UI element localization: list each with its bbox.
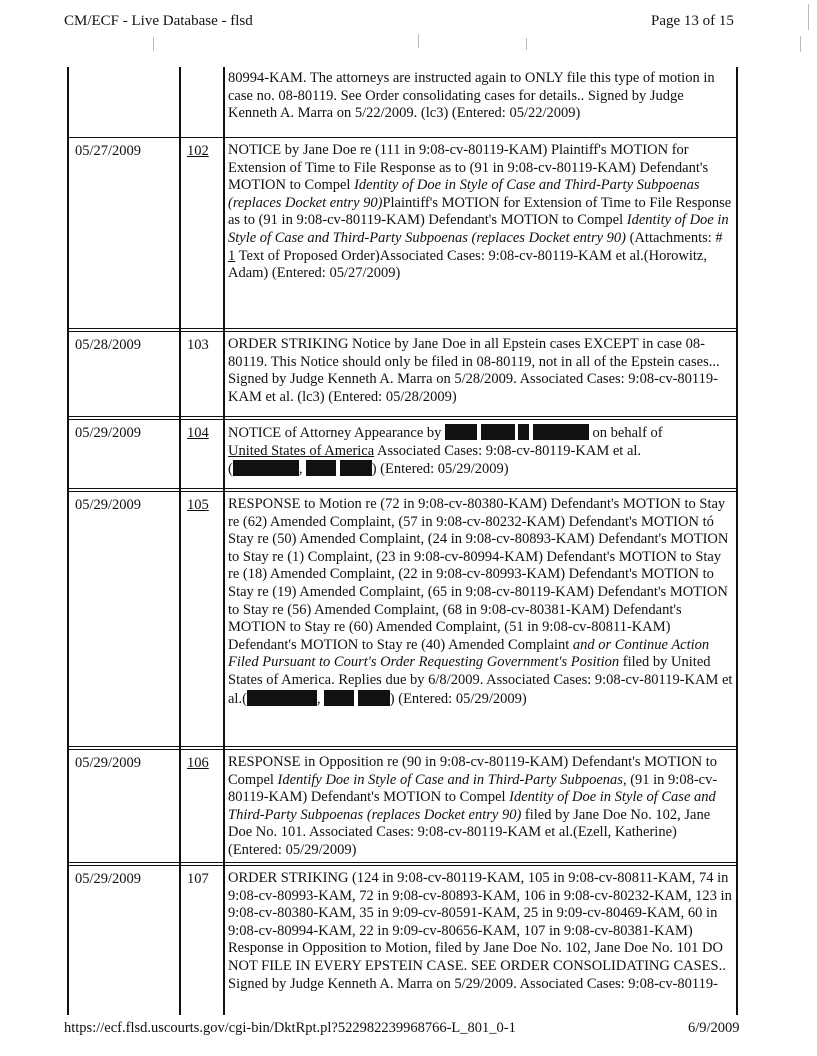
scan-artifact — [418, 34, 419, 48]
docket-text: NOTICE of Attorney Appearance by on behalf of United States of America Associated Cases: 9:08-cv-80119-KAM et al. ( , ) (Entered: 05/29/2009) — [228, 425, 663, 478]
docket-text: ORDER STRIKING (124 in 9:08-cv-80119-KAM, 105 in 9:08-cv-80811-KAM, 74 in 9:08-cv-80993-KAM, 72 in 9:08-cv-80893-KAM, 106 in 9:08-cv-80232-KAM, 123 in 9:08-cv-80380-KAM, 35 in 9:09-cv-80591-KAM, 25 in 9:09-cv-80469-KAM, 60 in 9:08-cv-80994-KAM, 22 in 9:09-cv-80656-KAM, 107 in 9:08-cv-80381-KAM) Response in Opposition to Motion, filed by Jane Doe No. 102, Jane Doe No. 101 DO NOT FILE IN EVERY EPSTEIN CASE. SEE ORDER CONSOLIDATING CASES.. Signed by Judge Kenneth A. Marra on 5/29/2009. Associated Cases: 9:08-cv-80119- — [228, 870, 732, 992]
docket-row — [67, 419, 737, 489]
docket-text: RESPONSE to Motion re (72 in 9:08-cv-80380-KAM) Defendant's MOTION to Stay re (62) Amended Complaint, (57 in 9:08-cv-80232-KAM) Defendant's MOTION tó Stay re (50) Amended Complaint, (24 in 9:08-cv-80893-KAM) Defendant's MOTION to Stay re (1) Complaint, (23 in 9:08-cv-80994-KAM) Defendant's MOTION to Stay re (18) Amended Complaint, (22 in 9:08-cv-80993-KAM) Defendant's MOTION to Stay re (19) Amended Complaint, (65 in 9:08-cv-80119-KAM) Defendant's MOTION to Stay re (56) Amended Complaint, (68 in 9:08-cv-80381-KAM) Defendant's MOTION to Stay re (60) Amended Complaint, (51 in 9:08-cv-80811-KAM) Defendant's MOTION to Stay re (40) Amended Complaint and or Continue Action Filed Pursuant to Court's Order Requesting Government's Position filed by United States of America. Replies due by 6/8/2009. Associated Cases: 9:08-cv-80119-KAM et al.( , ) (Entered: 05/29/2009) — [228, 496, 733, 707]
print-date: 6/9/2009 — [688, 1020, 740, 1036]
page-url: https://ecf.flsd.uscourts.gov/cgi-bin/DktRpt.pl?522982239968766-L_801_0-1 — [64, 1020, 516, 1036]
page-header-title: CM/ECF - Live Database - flsd — [64, 13, 253, 29]
docket-text: ORDER STRIKING Notice by Jane Doe in all Epstein cases EXCEPT in case 08-80119. This Notice should only be filed in 08-80119, not in all of the Epstein cases... Signed by Judge Kenneth A. Marra on 5/28/2009. Associated Cases: 9:08-cv-80119-KAM et al. (lc3) (Entered: 05/28/2009) — [228, 336, 720, 405]
scan-artifact — [808, 4, 809, 30]
docket-number-link[interactable]: 106 — [187, 755, 209, 771]
page-number: Page 13 of 15 — [651, 13, 734, 29]
docket-text: 80994-KAM. The attorneys are instructed again to ONLY file this type of motion in case no. 08-80119. See Order consolidating cases for details.. Signed by Judge Kenneth A. Marra on 5/22/2009. (lc3) (Entered: 05/22/2009) — [228, 70, 715, 122]
redaction — [533, 424, 589, 440]
redaction — [358, 690, 390, 706]
docket-number-link[interactable]: 102 — [187, 143, 209, 159]
redaction — [518, 424, 529, 440]
scan-artifact — [800, 36, 801, 52]
docket-date: 05/29/2009 — [75, 425, 142, 441]
redaction — [247, 690, 317, 706]
docket-row — [67, 137, 737, 329]
redaction — [481, 424, 515, 440]
docket-text: RESPONSE in Opposition re (90 in 9:08-cv-80119-KAM) Defendant's MOTION to Compel Identify Doe in Style of Case and in Third-Party Subpoenas, (91 in 9:08-cv-80119-KAM) Defendant's MOTION to Compel Identity of Doe in Style of Case and Third-Party Subpoenas (replaces Docket entry 90) filed by Jane Doe No. 102, Jane Doe No. 101. Associated Cases: 9:08-cv-80119-KAM et al.(Ezell, Katherine) (Entered: 05/29/2009) — [228, 754, 718, 858]
redaction — [233, 460, 299, 476]
docket-row — [67, 491, 737, 747]
docket-date: 05/27/2009 — [75, 143, 142, 159]
docket-number: 103 — [187, 337, 209, 353]
redaction — [324, 690, 354, 706]
scan-artifact — [526, 38, 527, 50]
docket-row-continued — [67, 67, 737, 133]
docket-date: 05/29/2009 — [75, 871, 142, 887]
docket-text: NOTICE by Jane Doe re (111 in 9:08-cv-80119-KAM) Plaintiff's MOTION for Extension of Time to File Response as to (91 in 9:08-cv-80119-KAM) Defendant's MOTION to Compel Identity of Doe in Style of Case and Third-Party Subpoenas (replaces Docket entry 90)Plaintiff's MOTION for Extension of Time to File Response as to (91 in 9:08-cv-80119-KAM) Defendant's MOTION to Compel Identity of Doe in Style of Case and Third-Party Subpoenas (replaces Docket entry 90) (Attachments: # 1 Text of Proposed Order)Associated Cases: 9:08-cv-80119-KAM et al.(Horowitz, Adam) (Entered: 05/27/2009) — [228, 142, 732, 282]
docket-row — [67, 865, 737, 1016]
attachment-link[interactable]: 1 — [228, 247, 236, 264]
redaction — [445, 424, 477, 440]
docket-date: 05/29/2009 — [75, 755, 142, 771]
docket-number: 107 — [187, 871, 209, 887]
docket-row — [67, 331, 737, 417]
docket-date: 05/29/2009 — [75, 497, 142, 513]
docket-number-link[interactable]: 105 — [187, 497, 209, 513]
docket-number-link[interactable]: 104 — [187, 425, 209, 441]
party-link[interactable]: United States of America — [228, 442, 375, 459]
redaction — [340, 460, 372, 476]
docket-table — [67, 67, 737, 1015]
redaction — [306, 460, 336, 476]
scan-artifact — [153, 37, 154, 51]
docket-row — [67, 749, 737, 863]
docket-date: 05/28/2009 — [75, 337, 142, 353]
